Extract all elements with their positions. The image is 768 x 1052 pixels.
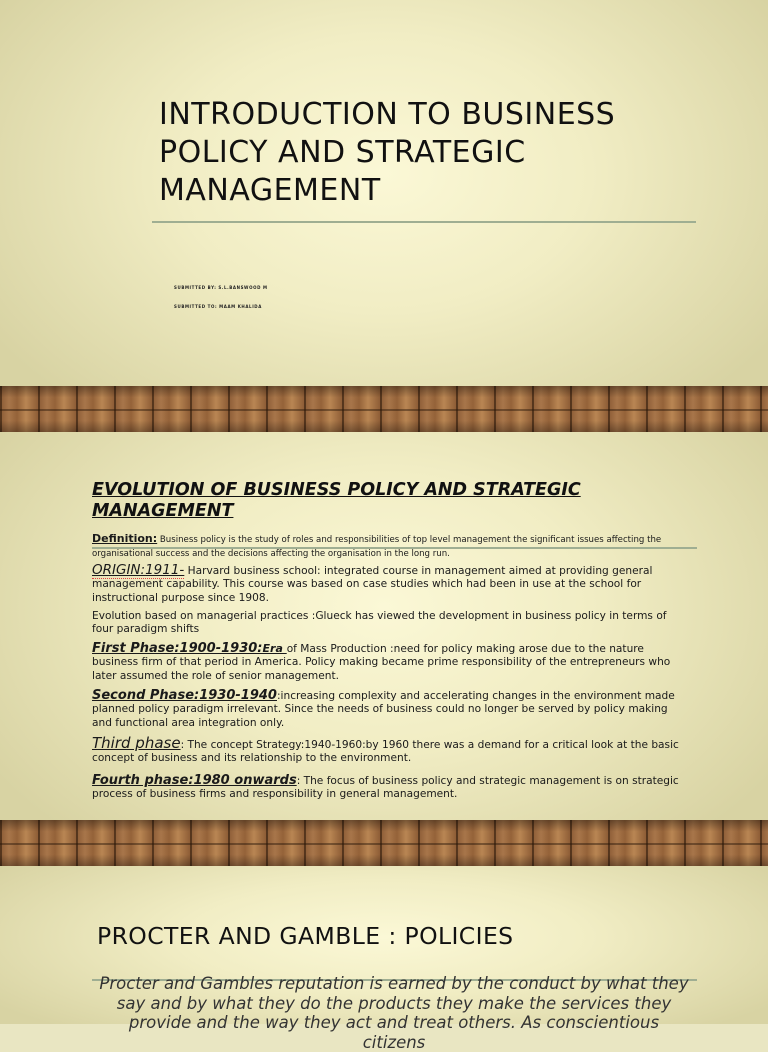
- origin-label: ORIGIN:1911-: [92, 562, 185, 578]
- submitted-by-text: SUBMITTED BY: S.L.BANSWOOD M: [174, 285, 268, 290]
- slide-title: [0, 0, 768, 386]
- phase3-paragraph: [92, 734, 682, 766]
- slide-title-heading: INTRODUCTION TO BUSINESS POLICY AND STRATEGIC MANAGEMENT: [159, 97, 616, 208]
- definition-text: Business policy is the study of roles and responsibilities of top level management the significant issues affecting the organisational success and the decisions affecting the organisation in the long run.: [92, 535, 662, 560]
- phase1-era: Era: [262, 642, 287, 655]
- phase3-label: Third phase: [92, 734, 181, 752]
- phase2-text: :increasing complexity and accelerating changes in the environment made planned policy paradigm irrelevant. Since the needs of business could no longer be served by policy making and functional area integration only.: [92, 690, 675, 729]
- origin-paragraph: [92, 564, 682, 605]
- wood-floor-divider-2: [0, 820, 768, 866]
- definition-paragraph: [92, 532, 682, 562]
- definition-label: Definition:: [92, 532, 158, 545]
- phase2-label: Second Phase:1930-1940: [92, 688, 277, 703]
- phase1-label: First Phase:1900-1930:: [92, 641, 263, 656]
- pg-paragraph: Procter and Gambles reputation is earned by the conduct by what they say and by what they do the products they make the services they provide and the way they act and treat others. As conscientious citizens: [99, 974, 689, 1052]
- phase4-paragraph: [92, 774, 682, 802]
- phase3-text: : The concept Strategy:1940-1960:by 1960 there was a demand for a critical look at the basic concept of business and its relationship to the environment.: [92, 739, 679, 765]
- slide-procter-gamble: [0, 866, 768, 1052]
- phase4-label: Fourth phase:1980 onwards: [92, 773, 297, 788]
- phase4-text: : The focus of business policy and strategic management is on strategic process of business firms and responsibility in general management.: [92, 775, 679, 801]
- pg-title: PROCTER AND GAMBLE : POLICIES: [97, 922, 514, 950]
- evolution-paragraph: Evolution based on managerial practices :Glueck has viewed the development in business policy in terms of four paradigm shifts: [92, 610, 667, 636]
- phase1-paragraph: [92, 642, 682, 683]
- origin-text: Harvard business school: integrated course in management aimed at providing general management capability. This course was based on case studies which had been in use at the school for instructional purpose since 1908.: [92, 565, 653, 604]
- evolution-heading: EVOLUTION OF BUSINESS POLICY AND STRATEGIC MANAGEMENT: [92, 480, 581, 521]
- wood-floor-divider: [0, 386, 768, 432]
- phase1-text: of Mass Production :need for policy making arose due to the nature business firm of that period in America. Policy making became prime responsibility of the entrepreneurs who later assumed the role of senior management.: [92, 643, 671, 682]
- title-divider: [152, 221, 696, 223]
- slide-evolution: [0, 432, 768, 820]
- phase2-paragraph: [92, 689, 682, 730]
- submitted-to-text: SUBMITTED TO: MAAM KHALIDA: [174, 304, 262, 309]
